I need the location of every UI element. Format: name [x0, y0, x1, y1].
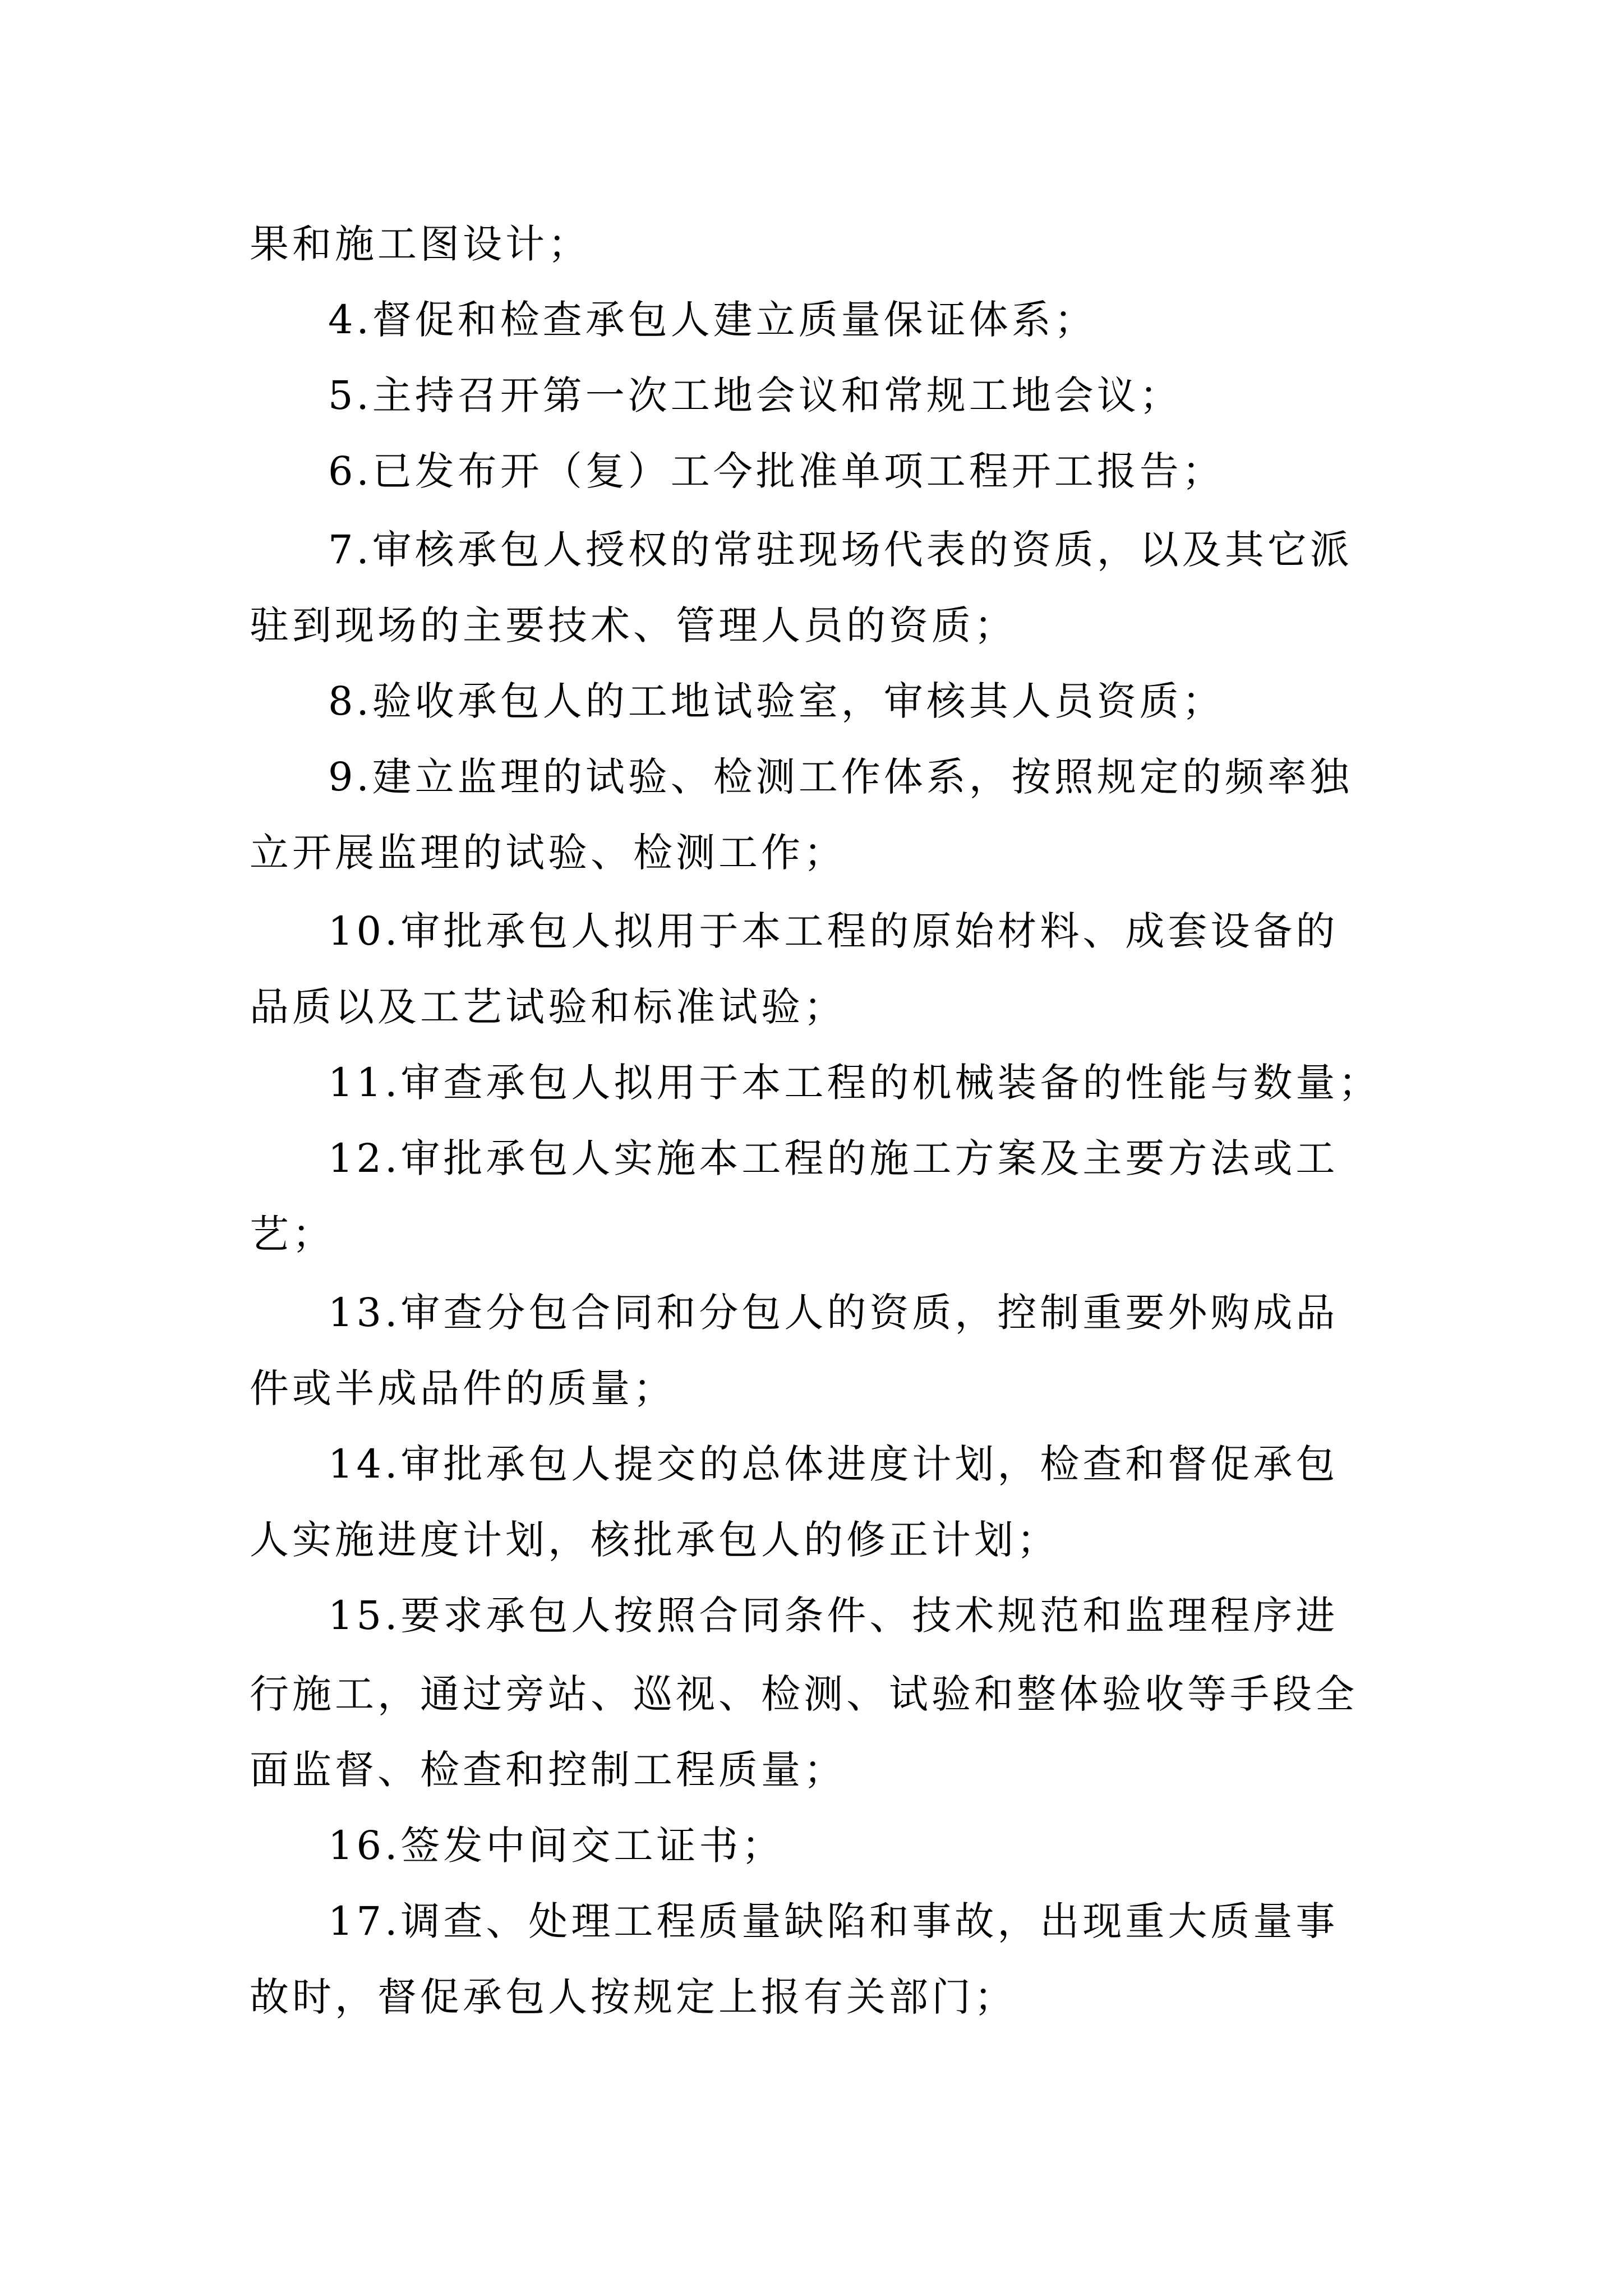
text-line: 面监督、检查和控制工程质量； — [250, 1747, 846, 1793]
text-line: 14.审批承包人提交的总体进度计划，检查和督促承包 — [328, 1441, 1339, 1487]
text-line: 16.签发中间交工证书； — [328, 1823, 785, 1869]
text-line: 立开展监理的试验、检测工作； — [250, 830, 846, 876]
text-line: 15.要求承包人按照合同条件、技术规范和监理程序进 — [328, 1593, 1339, 1639]
text-line: 5.主持召开第一次工地会议和常规工地会议； — [328, 372, 1182, 418]
text-line: 13.审查分包合同和分包人的资质，控制重要外购成品 — [328, 1290, 1339, 1336]
text-line: 12.审批承包人实施本工程的施工方案及主要方法或工 — [328, 1135, 1339, 1181]
text-line: 艺； — [250, 1211, 335, 1257]
text-line: 17.调查、处理工程质量缺陷和事故，出现重大质量事 — [328, 1898, 1339, 1944]
text-line: 件或半成品件的质量； — [250, 1365, 676, 1411]
text-line: 人实施进度计划，核批承包人的修正计划； — [250, 1517, 1059, 1563]
text-line: 故时，督促承包人按规定上报有关部门； — [250, 1974, 1017, 2020]
text-line: 驻到现场的主要技术、管理人员的资质； — [250, 602, 1017, 648]
text-line: 行施工，通过旁站、巡视、检测、试验和整体验收等手段全 — [250, 1671, 1358, 1717]
text-line: 品质以及工艺试验和标准试验； — [250, 984, 846, 1030]
text-line: 9.建立监理的试验、检测工作体系，按照规定的频率独 — [328, 754, 1353, 800]
text-line: 10.审批承包人拟用于本工程的原始材料、成套设备的 — [328, 908, 1339, 954]
text-line: 6.已发布开（复）工今批准单项工程开工报告； — [328, 448, 1225, 494]
text-line: 11.审查承包人拟用于本工程的机械装备的性能与数量； — [328, 1060, 1381, 1106]
text-line: 4.督促和检查承包人建立质量保证体系； — [328, 297, 1097, 343]
text-line: 8.验收承包人的工地试验室，审核其人员资质； — [328, 678, 1225, 724]
text-line: 果和施工图设计； — [250, 221, 591, 267]
text-line: 7.审核承包人授权的常驻现场代表的资质，以及其它派 — [328, 527, 1353, 573]
